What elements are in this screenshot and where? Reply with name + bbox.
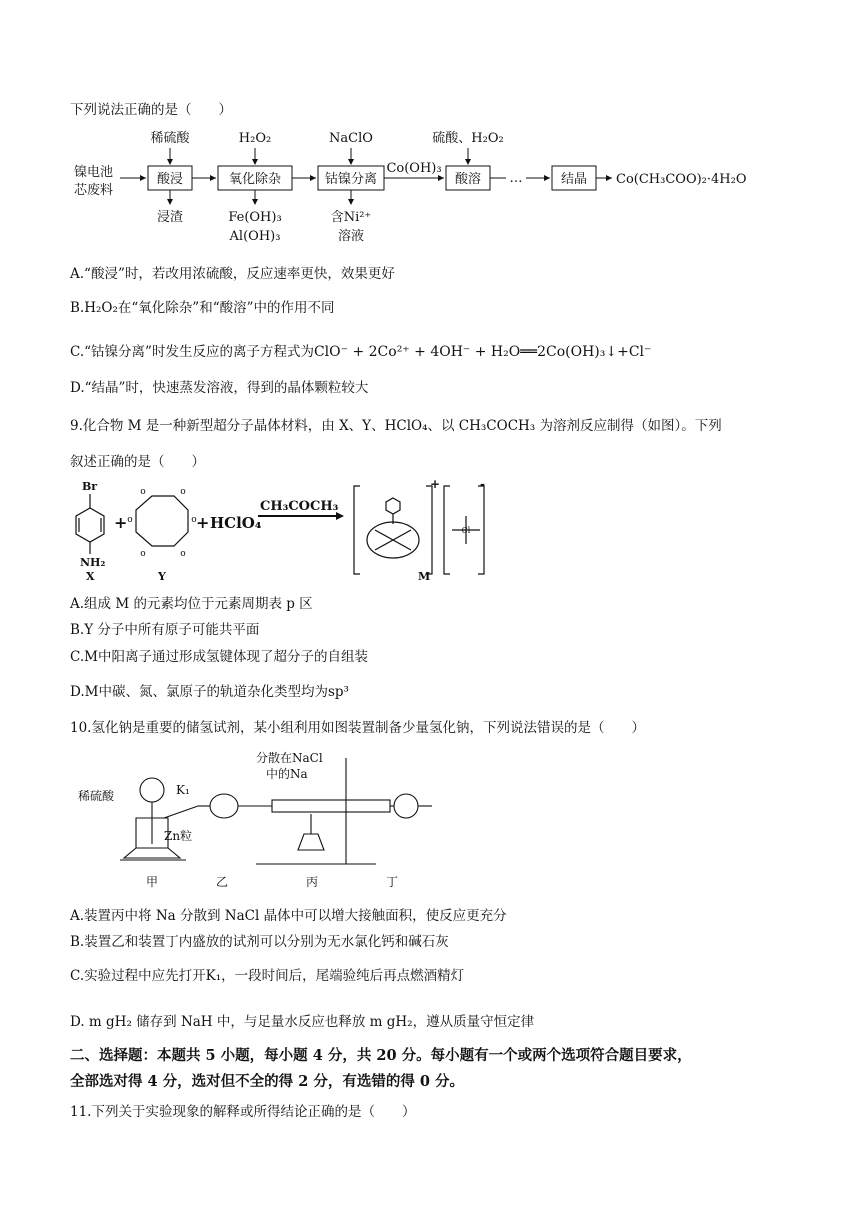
x-br: Br: [82, 480, 98, 493]
box-oxidation-label: 氧化除杂: [228, 172, 282, 187]
drying-tube-yi: [210, 794, 238, 818]
reagent-hclo4: HClO₄: [210, 514, 262, 532]
feed-label-2: 芯废料: [74, 183, 114, 198]
plus-1: +: [114, 513, 128, 532]
drying-tube-ding: [394, 794, 418, 818]
feed-label-1: 镍电池: [74, 165, 114, 180]
product-label: Co(CH₃COO)₂·4H₂O: [616, 172, 747, 187]
q10-apparatus: [76, 748, 436, 892]
q9-option-d: D.M中碳、氮、氯原子的轨道杂化类型均为sp³: [70, 684, 349, 700]
q10-option-a: A.装置丙中将 Na 分散到 NaCl 晶体中可以增大接触面积，使反应更充分: [70, 908, 507, 924]
unit-ding: 丁: [386, 875, 399, 889]
plus-2: +: [196, 513, 210, 532]
cation-charge: +: [430, 478, 441, 491]
q10-option-c: C.实验过程中应先打开K₁，一段时间后，尾端验纯后再点燃酒精灯: [70, 968, 465, 984]
reagent-h2so4-h2o2: 硫酸、H₂O₂: [432, 131, 504, 146]
label-zn: Zn粒: [164, 829, 193, 843]
solvent-acetone: CH₃COCH₃: [260, 499, 339, 514]
section2-line-1: 二、选择题：本题共 5 小题，每小题 4 分，共 20 分。每小题有一个或两个选项符合题目要求，: [70, 1047, 692, 1064]
waste-residue: 浸渣: [156, 210, 184, 225]
unit-jia: 甲: [146, 875, 159, 889]
ellipsis: …: [509, 171, 523, 186]
svg-text:o: o: [191, 515, 197, 525]
svg-text:o: o: [180, 487, 186, 497]
label-acid: 稀硫酸: [78, 789, 115, 803]
waste-ni-solution-1: 含Ni²⁺: [330, 210, 372, 225]
q9-option-b: B.Y 分子中所有原子可能共平面: [70, 622, 260, 638]
q8-flow-chart: [70, 124, 750, 252]
anion-charge: -: [480, 478, 485, 491]
q8-option-d: D.“结晶”时，快速蒸发溶液，得到的晶体颗粒较大: [70, 380, 369, 396]
svg-text:o: o: [180, 549, 186, 559]
unit-bing: 丙: [306, 875, 319, 889]
q8-option-c: C.“钴镍分离”时发生反应的离子方程式为ClO⁻ + 2Co²⁺ + 4OH⁻ + H₂O══2Co(OH)₃↓+Cl⁻: [70, 344, 652, 360]
box-crystallize-label: 结晶: [560, 172, 588, 187]
q10-option-d: D. m gH₂ 储存到 NaH 中，与足量水反应也释放 m gH₂，遵从质量守恒定律: [70, 1014, 535, 1030]
label-na-1: 分散在NaCl: [256, 751, 323, 765]
q9-option-c: C.M中阳离子通过形成氢键体现了超分子的自组装: [70, 649, 368, 665]
section2-line-2: 全部选对得 4 分，选对但不全的得 2 分，有选错的得 0 分。: [70, 1073, 465, 1090]
unit-yi: 乙: [216, 875, 229, 889]
q9-stem-1: 9.化合物 M 是一种新型超分子晶体材料，由 X、Y、HClO₄、以 CH₃COCH₃ 为溶剂反应制得（如图）。下列: [70, 418, 722, 434]
svg-text:Cl: Cl: [461, 526, 471, 535]
reagent-naclo: NaClO: [329, 131, 373, 146]
q8-option-b: B.H₂O₂在“氧化除杂”和“酸溶”中的作用不同: [70, 300, 335, 316]
x-label: X: [86, 570, 95, 583]
y-label: Y: [158, 570, 166, 583]
q8-option-a: A.“酸浸”时，若改用浓硫酸，反应速率更快，效果更好: [70, 266, 395, 282]
q10-option-b: B.装置乙和装置丁内盛放的试剂可以分别为无水氯化钙和碱石灰: [70, 934, 449, 950]
q9-option-a: A.组成 M 的元素均位于元素周期表 p 区: [70, 596, 313, 612]
svg-text:o: o: [140, 549, 146, 559]
reaction-tube-bing: [272, 800, 390, 812]
m-label: M: [418, 570, 431, 583]
box-separation-label: 钴镍分离: [324, 172, 378, 187]
svg-text:o: o: [140, 487, 146, 497]
q11-stem: 11.下列关于实验现象的解释或所得结论正确的是（ ）: [70, 1104, 416, 1120]
q9-reaction-scheme: [70, 478, 490, 584]
x-nh2: NH₂: [80, 556, 106, 569]
box-dissolve-label: 酸溶: [454, 172, 482, 187]
reagent-h2o2: H₂O₂: [238, 131, 272, 146]
x-benzene-ring: [76, 508, 104, 542]
waste-aloh3: Al(OH)₃: [229, 229, 281, 244]
label-k1: K₁: [176, 783, 190, 797]
svg-text:o: o: [127, 515, 133, 525]
q9-stem-2: 叙述正确的是（ ）: [70, 454, 205, 470]
label-na-2: 中的Na: [266, 767, 308, 781]
q10-stem: 10.氢化钠是重要的储氢试剂，某小组利用如图装置制备少量氢化钠，下列说法错误的是（ ）: [70, 720, 645, 736]
waste-feoh3: Fe(OH)₃: [228, 210, 282, 225]
box-acid-leach-label: 酸浸: [156, 172, 184, 187]
y-crown-ether-ring: [136, 496, 188, 546]
waste-ni-solution-2: 溶液: [337, 229, 365, 244]
mid-co-oh3: Co(OH)₃: [386, 161, 442, 176]
reagent-dilute-h2so4: 稀硫酸: [150, 131, 190, 146]
q8-stem: 下列说法正确的是（ ）: [70, 102, 232, 118]
